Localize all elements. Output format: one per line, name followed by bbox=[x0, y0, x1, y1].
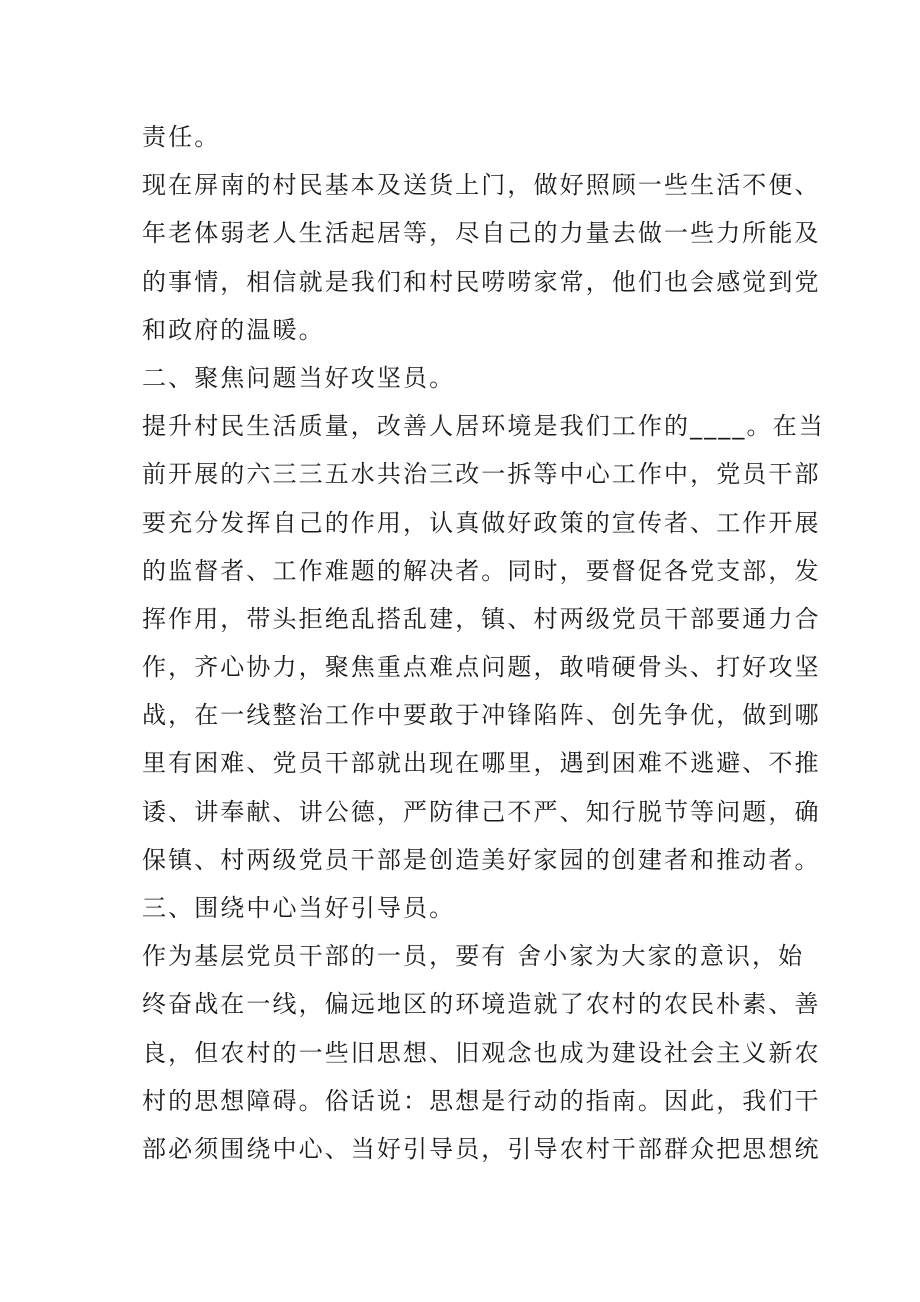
text-line: 村的思想障碍。俗话说：思想是行动的指南。因此，我们干 bbox=[142, 1086, 821, 1115]
text-line: 要充分发挥自己的作用，认真做好政策的宣传者、工作开展 bbox=[142, 508, 821, 537]
text-line: 的监督者、工作难题的解决者。同时，要督促各党支部，发 bbox=[142, 556, 821, 585]
text-line: 挥作用，带头拒绝乱搭乱建，镇、村两级党员干部要通力合 bbox=[142, 604, 821, 633]
text-line: 和政府的温暖。 bbox=[142, 315, 325, 344]
text-line: 里有困难、党员干部就出现在哪里，遇到困难不逃避、不推 bbox=[142, 749, 821, 778]
text-line: 现在屏南的村民基本及送货上门，做好照顾一些生活不便、 bbox=[142, 171, 821, 200]
text-line: 终奋战在一线，偏远地区的环境造就了农村的农民朴素、善 bbox=[142, 990, 821, 1019]
text-line: 作为基层党员干部的一员，要有 舍小家为大家的意识，始 bbox=[142, 942, 805, 971]
text-line: 前开展的六三三五水共治三改一拆等中心工作中，党员干部 bbox=[142, 460, 821, 489]
text-line: 提升村民生活质量，改善人居环境是我们工作的____。在当 bbox=[142, 412, 825, 441]
text-line: 部必须围绕中心、当好引导员，引导农村干部群众把思想统 bbox=[142, 1134, 821, 1163]
text-line: 诿、讲奉献、讲公德，严防律己不严、知行脱节等问题，确 bbox=[142, 797, 821, 826]
text-line: 责任。 bbox=[142, 123, 221, 151]
text-line: 良，但农村的一些旧思想、旧观念也成为建设社会主义新农 bbox=[142, 1038, 821, 1067]
document-body bbox=[142, 113, 825, 1173]
text-line: 作，齐心协力，聚焦重点难点问题，敢啃硬骨头、打好攻坚 bbox=[142, 653, 821, 682]
text-line: 年老体弱老人生活起居等，尽自己的力量去做一些力所能及 bbox=[142, 219, 821, 248]
text-line: 战，在一线整治工作中要敢于冲锋陷阵、创先争优，做到哪 bbox=[142, 701, 821, 730]
section-heading-3: 三、围绕中心当好引导员。 bbox=[142, 894, 456, 922]
section-heading-2: 二、聚焦问题当好攻坚员。 bbox=[142, 363, 456, 392]
text-line: 保镇、村两级党员干部是创造美好家园的创建者和推动者。 bbox=[142, 845, 821, 874]
text-line: 的事情，相信就是我们和村民唠唠家常，他们也会感觉到党 bbox=[142, 267, 821, 296]
